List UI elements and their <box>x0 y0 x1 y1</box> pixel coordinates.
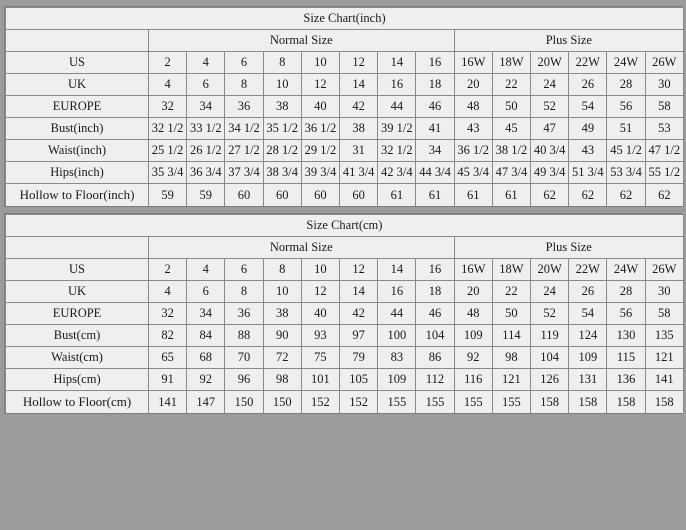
data-cell: 16W <box>454 259 492 281</box>
cm-group-row <box>6 237 684 259</box>
data-cell: 29 1/2 <box>301 140 339 162</box>
data-cell: 45 1/2 <box>607 140 645 162</box>
data-cell: 131 <box>569 369 607 391</box>
row-label: Bust(cm) <box>6 325 149 347</box>
data-cell: 93 <box>301 325 339 347</box>
data-cell: 22 <box>492 281 530 303</box>
data-cell: 6 <box>225 259 263 281</box>
data-cell: 61 <box>454 184 492 207</box>
data-cell: 147 <box>187 391 225 414</box>
data-cell: 61 <box>492 184 530 207</box>
row-label: EUROPE <box>6 96 149 118</box>
data-cell: 10 <box>263 74 301 96</box>
row-label: Waist(inch) <box>6 140 149 162</box>
data-cell: 28 <box>607 74 645 96</box>
data-cell: 40 3/4 <box>531 140 569 162</box>
data-cell: 42 3/4 <box>378 162 416 184</box>
data-cell: 22W <box>569 52 607 74</box>
data-cell: 141 <box>149 391 187 414</box>
data-cell: 14 <box>340 74 378 96</box>
data-cell: 60 <box>225 184 263 207</box>
data-cell: 158 <box>531 391 569 414</box>
data-cell: 155 <box>492 391 530 414</box>
data-cell: 48 <box>454 96 492 118</box>
data-cell: 26 1/2 <box>187 140 225 162</box>
data-cell: 10 <box>263 281 301 303</box>
data-cell: 8 <box>263 259 301 281</box>
data-cell: 42 <box>340 303 378 325</box>
data-cell: 141 <box>645 369 683 391</box>
data-cell: 105 <box>340 369 378 391</box>
table-row <box>6 391 684 414</box>
data-cell: 49 <box>569 118 607 140</box>
table-row <box>6 303 684 325</box>
data-cell: 35 1/2 <box>263 118 301 140</box>
data-cell: 18 <box>416 281 454 303</box>
data-cell: 155 <box>378 391 416 414</box>
data-cell: 35 3/4 <box>149 162 187 184</box>
table-row <box>6 259 684 281</box>
table-row <box>6 369 684 391</box>
data-cell: 84 <box>187 325 225 347</box>
data-cell: 40 <box>301 96 339 118</box>
data-cell: 112 <box>416 369 454 391</box>
data-cell: 109 <box>454 325 492 347</box>
data-cell: 47 <box>531 118 569 140</box>
data-cell: 46 <box>416 96 454 118</box>
data-cell: 20 <box>454 74 492 96</box>
size-chart-cm-body <box>6 215 684 414</box>
inch-group-2: Plus Size <box>454 30 683 52</box>
data-cell: 68 <box>187 347 225 369</box>
row-label: US <box>6 52 149 74</box>
data-cell: 62 <box>569 184 607 207</box>
data-cell: 10 <box>301 259 339 281</box>
data-cell: 114 <box>492 325 530 347</box>
data-cell: 47 1/2 <box>645 140 683 162</box>
data-cell: 72 <box>263 347 301 369</box>
row-label: Hollow to Floor(cm) <box>6 391 149 414</box>
data-cell: 49 3/4 <box>531 162 569 184</box>
data-cell: 24W <box>607 52 645 74</box>
data-cell: 24 <box>531 281 569 303</box>
data-cell: 152 <box>340 391 378 414</box>
data-cell: 12 <box>301 281 339 303</box>
data-cell: 79 <box>340 347 378 369</box>
data-cell: 26W <box>645 52 683 74</box>
data-cell: 18 <box>416 74 454 96</box>
data-cell: 82 <box>149 325 187 347</box>
data-cell: 155 <box>416 391 454 414</box>
data-cell: 12 <box>340 259 378 281</box>
data-cell: 43 <box>569 140 607 162</box>
table-row <box>6 325 684 347</box>
data-cell: 38 1/2 <box>492 140 530 162</box>
data-cell: 60 <box>263 184 301 207</box>
data-cell: 26 <box>569 74 607 96</box>
data-cell: 14 <box>378 259 416 281</box>
data-cell: 26 <box>569 281 607 303</box>
row-label: UK <box>6 74 149 96</box>
data-cell: 12 <box>340 52 378 74</box>
data-cell: 36 <box>225 303 263 325</box>
data-cell: 24W <box>607 259 645 281</box>
data-cell: 38 3/4 <box>263 162 301 184</box>
data-cell: 6 <box>187 281 225 303</box>
data-cell: 16 <box>416 52 454 74</box>
data-cell: 2 <box>149 259 187 281</box>
data-cell: 98 <box>263 369 301 391</box>
data-cell: 39 3/4 <box>301 162 339 184</box>
data-cell: 16 <box>378 281 416 303</box>
data-cell: 8 <box>263 52 301 74</box>
data-cell: 109 <box>569 347 607 369</box>
row-label: EUROPE <box>6 303 149 325</box>
cm-corner <box>6 237 149 259</box>
data-cell: 4 <box>149 281 187 303</box>
table-row <box>6 96 684 118</box>
data-cell: 38 <box>340 118 378 140</box>
data-cell: 33 1/2 <box>187 118 225 140</box>
row-label: US <box>6 259 149 281</box>
data-cell: 97 <box>340 325 378 347</box>
size-chart-cm <box>4 213 682 414</box>
data-cell: 98 <box>492 347 530 369</box>
data-cell: 32 1/2 <box>378 140 416 162</box>
inch-title: Size Chart(inch) <box>6 8 684 30</box>
data-cell: 36 1/2 <box>301 118 339 140</box>
data-cell: 152 <box>301 391 339 414</box>
data-cell: 27 1/2 <box>225 140 263 162</box>
data-cell: 158 <box>645 391 683 414</box>
data-cell: 54 <box>569 303 607 325</box>
data-cell: 90 <box>263 325 301 347</box>
data-cell: 59 <box>149 184 187 207</box>
size-chart-cm-table <box>5 214 684 413</box>
data-cell: 70 <box>225 347 263 369</box>
data-cell: 32 1/2 <box>149 118 187 140</box>
data-cell: 61 <box>416 184 454 207</box>
size-chart-inch-table <box>5 7 684 206</box>
data-cell: 45 <box>492 118 530 140</box>
data-cell: 62 <box>645 184 683 207</box>
data-cell: 50 <box>492 96 530 118</box>
data-cell: 2 <box>149 52 187 74</box>
data-cell: 6 <box>187 74 225 96</box>
data-cell: 44 3/4 <box>416 162 454 184</box>
data-cell: 104 <box>531 347 569 369</box>
data-cell: 52 <box>531 96 569 118</box>
data-cell: 53 3/4 <box>607 162 645 184</box>
table-row <box>6 162 684 184</box>
data-cell: 92 <box>187 369 225 391</box>
data-cell: 60 <box>301 184 339 207</box>
data-cell: 32 <box>149 96 187 118</box>
data-cell: 45 3/4 <box>454 162 492 184</box>
data-cell: 44 <box>378 303 416 325</box>
data-cell: 59 <box>187 184 225 207</box>
data-cell: 136 <box>607 369 645 391</box>
data-cell: 30 <box>645 281 683 303</box>
data-cell: 130 <box>607 325 645 347</box>
data-cell: 34 <box>187 303 225 325</box>
size-chart-inch-body <box>6 8 684 207</box>
data-cell: 8 <box>225 281 263 303</box>
size-chart-inch <box>4 6 682 207</box>
table-row <box>6 281 684 303</box>
data-cell: 24 <box>531 74 569 96</box>
data-cell: 12 <box>301 74 339 96</box>
data-cell: 48 <box>454 303 492 325</box>
data-cell: 55 1/2 <box>645 162 683 184</box>
cm-title-row <box>6 215 684 237</box>
data-cell: 16 <box>416 259 454 281</box>
data-cell: 20W <box>531 259 569 281</box>
data-cell: 8 <box>225 74 263 96</box>
data-cell: 135 <box>645 325 683 347</box>
data-cell: 42 <box>340 96 378 118</box>
data-cell: 51 <box>607 118 645 140</box>
row-label: Hollow to Floor(inch) <box>6 184 149 207</box>
data-cell: 83 <box>378 347 416 369</box>
data-cell: 86 <box>416 347 454 369</box>
cm-group-2: Plus Size <box>454 237 683 259</box>
cm-title: Size Chart(cm) <box>6 215 684 237</box>
inch-group-1: Normal Size <box>149 30 455 52</box>
data-cell: 92 <box>454 347 492 369</box>
data-cell: 155 <box>454 391 492 414</box>
data-cell: 38 <box>263 96 301 118</box>
data-cell: 61 <box>378 184 416 207</box>
cm-group-1: Normal Size <box>149 237 455 259</box>
data-cell: 41 <box>416 118 454 140</box>
data-cell: 56 <box>607 96 645 118</box>
inch-corner <box>6 30 149 52</box>
data-cell: 32 <box>149 303 187 325</box>
data-cell: 34 1/2 <box>225 118 263 140</box>
data-cell: 38 <box>263 303 301 325</box>
data-cell: 62 <box>531 184 569 207</box>
data-cell: 119 <box>531 325 569 347</box>
data-cell: 4 <box>187 52 225 74</box>
data-cell: 44 <box>378 96 416 118</box>
data-cell: 14 <box>378 52 416 74</box>
row-label: Hips(inch) <box>6 162 149 184</box>
data-cell: 62 <box>607 184 645 207</box>
table-row <box>6 347 684 369</box>
data-cell: 31 <box>340 140 378 162</box>
data-cell: 6 <box>225 52 263 74</box>
data-cell: 37 3/4 <box>225 162 263 184</box>
data-cell: 150 <box>263 391 301 414</box>
data-cell: 96 <box>225 369 263 391</box>
data-cell: 158 <box>569 391 607 414</box>
data-cell: 115 <box>607 347 645 369</box>
data-cell: 26W <box>645 259 683 281</box>
row-label: Bust(inch) <box>6 118 149 140</box>
row-label: Waist(cm) <box>6 347 149 369</box>
data-cell: 121 <box>492 369 530 391</box>
data-cell: 36 3/4 <box>187 162 225 184</box>
data-cell: 150 <box>225 391 263 414</box>
data-cell: 30 <box>645 74 683 96</box>
data-cell: 10 <box>301 52 339 74</box>
data-cell: 36 1/2 <box>454 140 492 162</box>
data-cell: 51 3/4 <box>569 162 607 184</box>
data-cell: 56 <box>607 303 645 325</box>
data-cell: 52 <box>531 303 569 325</box>
table-row <box>6 140 684 162</box>
data-cell: 41 3/4 <box>340 162 378 184</box>
data-cell: 91 <box>149 369 187 391</box>
data-cell: 100 <box>378 325 416 347</box>
data-cell: 4 <box>187 259 225 281</box>
data-cell: 104 <box>416 325 454 347</box>
data-cell: 58 <box>645 96 683 118</box>
data-cell: 28 <box>607 281 645 303</box>
inch-group-row <box>6 30 684 52</box>
data-cell: 50 <box>492 303 530 325</box>
data-cell: 20W <box>531 52 569 74</box>
data-cell: 116 <box>454 369 492 391</box>
row-label: UK <box>6 281 149 303</box>
data-cell: 88 <box>225 325 263 347</box>
data-cell: 124 <box>569 325 607 347</box>
data-cell: 39 1/2 <box>378 118 416 140</box>
data-cell: 16W <box>454 52 492 74</box>
table-row <box>6 118 684 140</box>
data-cell: 65 <box>149 347 187 369</box>
data-cell: 4 <box>149 74 187 96</box>
data-cell: 47 3/4 <box>492 162 530 184</box>
data-cell: 34 <box>416 140 454 162</box>
row-label: Hips(cm) <box>6 369 149 391</box>
data-cell: 25 1/2 <box>149 140 187 162</box>
data-cell: 75 <box>301 347 339 369</box>
data-cell: 22 <box>492 74 530 96</box>
data-cell: 18W <box>492 52 530 74</box>
data-cell: 121 <box>645 347 683 369</box>
data-cell: 16 <box>378 74 416 96</box>
data-cell: 43 <box>454 118 492 140</box>
data-cell: 14 <box>340 281 378 303</box>
data-cell: 101 <box>301 369 339 391</box>
data-cell: 18W <box>492 259 530 281</box>
data-cell: 36 <box>225 96 263 118</box>
table-row <box>6 52 684 74</box>
data-cell: 54 <box>569 96 607 118</box>
data-cell: 46 <box>416 303 454 325</box>
data-cell: 58 <box>645 303 683 325</box>
data-cell: 126 <box>531 369 569 391</box>
data-cell: 28 1/2 <box>263 140 301 162</box>
data-cell: 34 <box>187 96 225 118</box>
data-cell: 40 <box>301 303 339 325</box>
data-cell: 20 <box>454 281 492 303</box>
table-row <box>6 74 684 96</box>
data-cell: 53 <box>645 118 683 140</box>
data-cell: 60 <box>340 184 378 207</box>
data-cell: 158 <box>607 391 645 414</box>
inch-title-row <box>6 8 684 30</box>
table-row <box>6 184 684 207</box>
data-cell: 22W <box>569 259 607 281</box>
data-cell: 109 <box>378 369 416 391</box>
